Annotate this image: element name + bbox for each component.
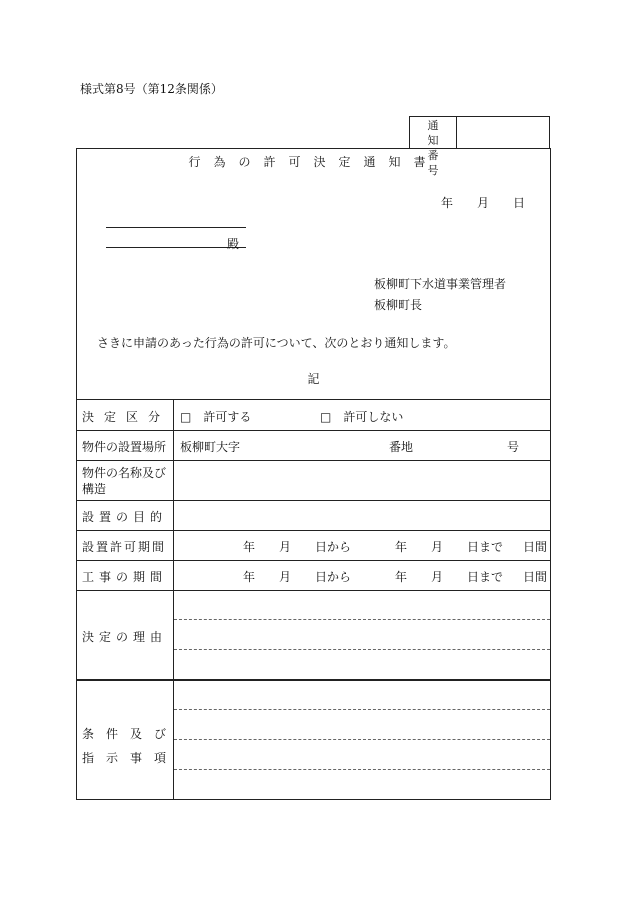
work-period-label: 工事の期間 (82, 570, 168, 584)
conditions-label (82, 722, 178, 770)
addressee-line-2 (106, 247, 246, 248)
ki-heading: 記 (307, 372, 320, 386)
body-text: さきに申請のあった行為の許可について、次のとおり通知します。 (97, 336, 456, 350)
conditions-dashed-line (174, 769, 550, 770)
conditions-dashed-line (174, 709, 550, 710)
work-period-from: 年 月 日から (243, 570, 352, 584)
notice-number-field[interactable] (458, 119, 546, 147)
location-town: 板柳町大字 (180, 440, 241, 454)
conditions-label-line1: 条件及び (82, 727, 179, 741)
row-divider (76, 530, 551, 531)
location-go: 号 (507, 440, 520, 454)
row-divider (76, 500, 551, 501)
name-label-line2: 構造 (82, 482, 107, 496)
work-period-to: 年 月 日まで (395, 570, 504, 584)
row-divider (76, 430, 551, 431)
form-number: 様式第8号（第12条関係） (80, 82, 223, 96)
notice-label-line2: 番号 (427, 149, 448, 177)
notice-label-line1: 通知 (427, 119, 448, 147)
reason-dashed-line (174, 649, 550, 650)
notice-number-box (409, 116, 550, 177)
date-line (441, 194, 525, 211)
permit-checkbox[interactable]: □ 許可する (180, 410, 252, 424)
reason-dashed-line (174, 619, 550, 620)
reason-label: 決定の理由 (82, 630, 168, 644)
date-day: 日 (513, 196, 526, 210)
row-divider (76, 560, 551, 561)
notice-number-label (410, 117, 457, 177)
addressee-suffix: 殿 (227, 237, 240, 251)
install-period-days: 日間 (523, 540, 548, 554)
document-title: 行為の許可決定通知書 (188, 155, 439, 169)
location-label: 物件の設置場所 (82, 440, 167, 454)
row-divider (76, 590, 551, 591)
row-divider (76, 460, 551, 461)
date-year: 年 (441, 196, 454, 210)
addressee-line-1 (106, 227, 246, 228)
location-banchi: 番地 (389, 440, 414, 454)
install-period-to: 年 月 日まで (395, 540, 504, 554)
deny-checkbox[interactable]: □ 許可しない (320, 410, 404, 424)
name-label-line1: 物件の名称及び (82, 466, 167, 480)
table-top-line (76, 399, 551, 400)
name-structure-label (82, 465, 166, 497)
decision-label: 決定区分 (82, 410, 171, 424)
install-period-label: 設置許可期間 (82, 540, 167, 554)
date-month: 月 (477, 196, 490, 210)
work-period-days: 日間 (523, 570, 548, 584)
purpose-label: 設置の目的 (82, 510, 168, 524)
install-period-from: 年 月 日から (243, 540, 352, 554)
sender-line-1: 板柳町下水道事業管理者 (374, 277, 507, 291)
conditions-label-line2: 指示事項 (82, 751, 179, 765)
row-divider-thick (76, 679, 551, 681)
conditions-dashed-line (174, 739, 550, 740)
sender-line-2: 板柳町長 (374, 298, 423, 312)
